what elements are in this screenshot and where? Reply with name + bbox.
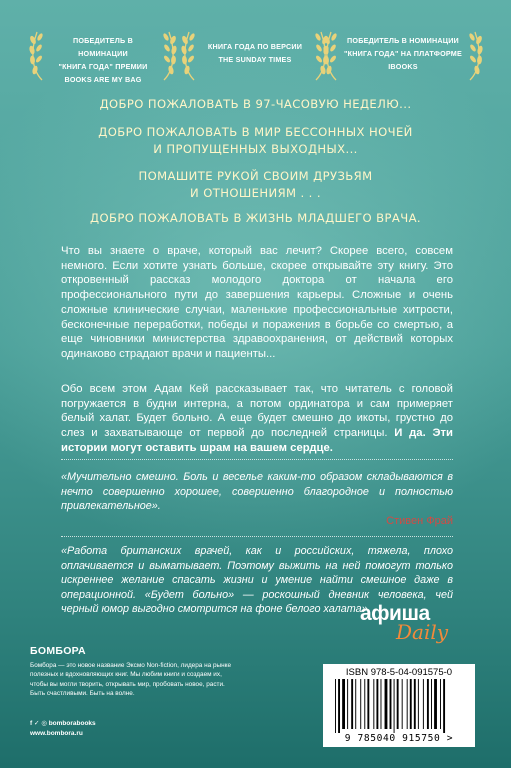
quote-stephen-fry: «Мучительно смешно. Боль и веселье каким-то образом складываются в нечто совершенно хорошее, совершенно благородное и полностью привлекательное».	[61, 471, 453, 513]
barcode-bar	[381, 679, 382, 729]
tagline-line: ДОБРО ПОЖАЛОВАТЬ В МИР БЕССОННЫХ НОЧЕЙ	[98, 125, 413, 139]
barcode-block	[323, 664, 475, 747]
barcode-bar	[376, 679, 378, 729]
barcode-bar	[397, 679, 399, 729]
award-ibooks	[322, 26, 484, 86]
laurel-right-icon	[160, 28, 178, 82]
tagline-97-hour-week	[0, 96, 511, 113]
award-line: ПОБЕДИТЕЛЬ В НОМИНАЦИИ	[73, 36, 133, 58]
tagline-line: ПОМАШИТЕ РУКОЙ СВОИМ ДРУЗЬЯМ	[138, 169, 373, 183]
barcode-bar	[427, 679, 429, 729]
barcode-bar	[347, 679, 348, 729]
award-sunday-times	[180, 26, 330, 86]
paragraph-2-bold-text: И да. Эти истории могут оставить шрам на вашем сердце.	[61, 427, 453, 454]
dotted-separator	[61, 536, 453, 537]
barcode-bar	[418, 679, 419, 729]
barcode-bar	[423, 679, 424, 729]
barcode-digits: 9 785040 915750 >	[344, 733, 454, 744]
afisha-logo-word: афиша	[360, 602, 430, 625]
tagline-line: ДОБРО ПОЖАЛОВАТЬ В 97-ЧАСОВУЮ НЕДЕЛЮ...	[99, 97, 412, 111]
award-line: THE SUNDAY TIMES	[218, 55, 292, 64]
barcode-bar	[367, 679, 369, 729]
barcode-bar	[394, 679, 395, 733]
laurel-left-icon	[322, 28, 340, 82]
paragraph-2-text: Обо всем этом Адам Кей рассказывает так, что читатель с головой погружается в будни интерна, а потом ординатора и сам примеряет белый халат. Будет больно. А еще будет смешно до икоты, грустно до слез и захватывающе от первой до последней страницы.	[61, 383, 453, 440]
publisher-description: Бомбора — это новое название Эксмо Non-fiction, лидера на рынке полезных и вдохновляющих книг. Мы любим книги и создаем их, чтобы вы могли творить, открывать мир, пробовать новое, расти. Быть счастливыми. Быть на волне.	[30, 662, 232, 697]
barcode-bar	[342, 679, 345, 729]
barcode-bar	[443, 679, 445, 733]
barcode-bar	[373, 679, 374, 729]
barcode-icon	[333, 679, 469, 733]
tagline-junior-doctor	[0, 210, 511, 227]
barcode-bar	[440, 679, 441, 729]
barcode-bar	[364, 679, 365, 729]
laurel-left-icon	[28, 28, 46, 82]
barcode-bar	[390, 679, 392, 729]
isbn-text: ISBN 978-5-04-091575-0	[345, 667, 453, 678]
dotted-separator	[61, 459, 453, 460]
award-line: "КНИГА ГОДА" ПРЕМИИ	[58, 62, 148, 71]
barcode-bar	[410, 679, 412, 729]
publisher-social-handles: f ✓ ◎ bomborabooks	[30, 720, 96, 727]
quote-author: Стивен Фрай	[386, 515, 453, 527]
barcode-bar	[335, 679, 336, 733]
tagline-wave-friends	[0, 168, 511, 202]
award-line: КНИГА ГОДА ПО ВЕРСИИ	[207, 42, 303, 51]
award-books-are-my-bag	[28, 26, 178, 86]
barcode-bar	[434, 679, 437, 729]
award-line: "КНИГА ГОДА" НА ПЛАТФОРМЕ	[344, 49, 462, 58]
tagline-line: И ПРОПУЩЕННЫХ ВЫХОДНЫХ...	[153, 142, 358, 156]
daily-logo-word: Daily	[396, 620, 449, 644]
barcode-bar	[431, 679, 432, 729]
barcode-bar	[360, 679, 361, 729]
award-text	[48, 34, 158, 86]
tagline-sleepless-nights	[0, 124, 511, 158]
publisher-website: www.bombora.ru	[30, 730, 83, 737]
award-line: BOOKS ARE MY BAG	[64, 75, 142, 84]
publisher-name: БОМБОРА	[30, 645, 86, 657]
quote-afisha: «Работа британских врачей, как и российских, тяжела, плохо оплачивается и выматывает. Поэтому выжить на ней помогут только искреннее желание спасать жизни и умение найти смешное даже в операционной. «Будет больно» — роскошный дневник человека, чей черный юмор выгодно смотрится на фоне белого халата».	[61, 545, 453, 616]
description-paragraph-1: Что вы знаете о враче, который вас лечит? Скорее всего, совсем немного. Если хотите узнать больше, скорее открывайте эту книгу. Это откровенный рассказ молодого доктора от начала его профессионального пути до завершения карьеры. Сложные и очень сложные клинические случаи, маленькие профессиональные хитрости, бесконечные переработки, победы и поражения в борьбе со смертью, а еще чиновники министерства здравоохранения, от действий которых одинаково страдают врачи и пациенты...	[61, 245, 453, 360]
barcode-bar	[385, 679, 388, 729]
barcode-bar	[414, 679, 416, 729]
barcode-bar	[338, 679, 340, 733]
barcode-bar	[407, 679, 408, 729]
awards-row	[0, 26, 511, 92]
barcode-bar	[355, 679, 356, 729]
barcode-bar	[402, 679, 403, 729]
tagline-line: И ОТНОШЕНИЯМ . . .	[190, 186, 321, 200]
award-line: ПОБЕДИТЕЛЬ В НОМИНАЦИИ	[347, 36, 459, 45]
award-text	[342, 34, 464, 73]
laurel-right-icon	[466, 28, 484, 82]
award-text	[200, 40, 310, 66]
barcode-bar	[351, 679, 353, 729]
afisha-daily-logo	[360, 602, 470, 650]
tagline-line: ДОБРО ПОЖАЛОВАТЬ В ЖИЗНЬ МЛАДШЕГО ВРАЧА.	[90, 211, 421, 225]
laurel-left-icon	[180, 28, 198, 82]
award-line: IBOOKS	[388, 62, 418, 71]
description-paragraph-2	[61, 382, 453, 456]
